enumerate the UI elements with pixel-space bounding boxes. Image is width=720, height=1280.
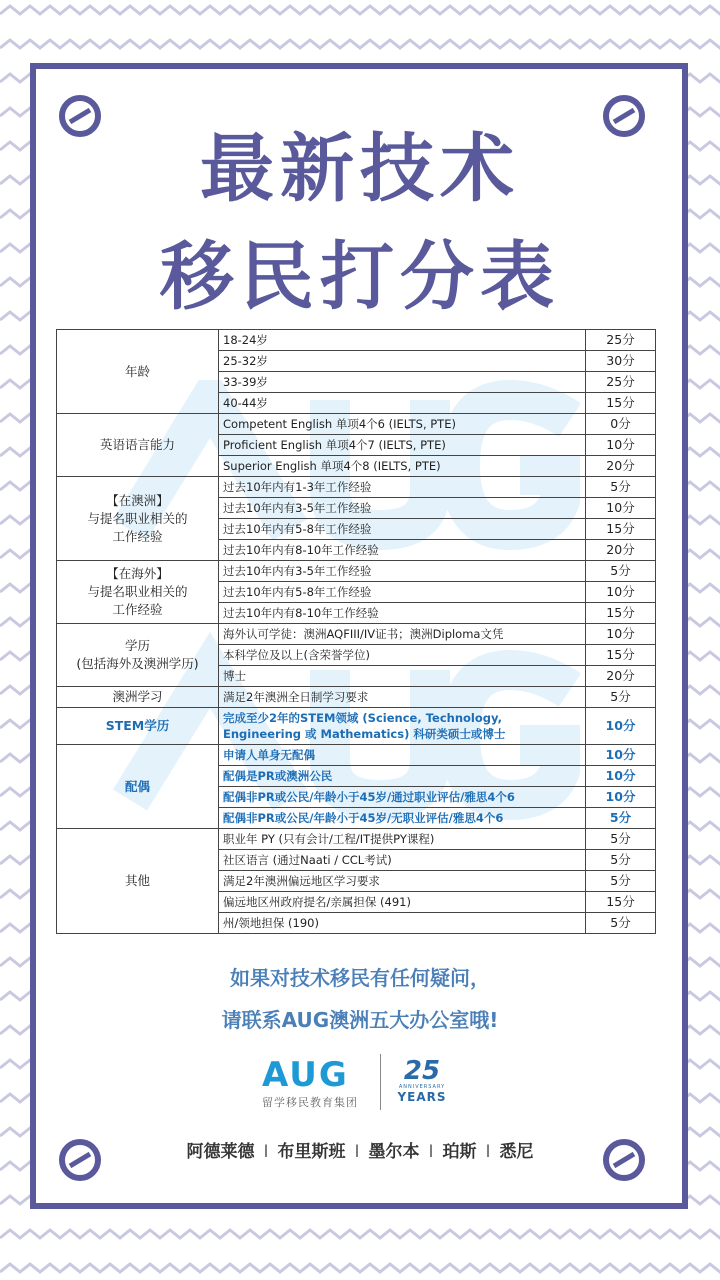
table-row [57, 624, 656, 645]
zigzag-line [0, 40, 720, 48]
requirement-cell: 过去10年内有1-3年工作经验 [219, 477, 586, 498]
city-separator: I [354, 1142, 360, 1162]
anniversary-label: ANNIVERSARY [398, 1084, 446, 1090]
city-name: 布里斯班 [277, 1142, 346, 1162]
city-separator: I [428, 1142, 434, 1162]
requirement-cell: 完成至少2年的STEM领域 (Science, Technology, Engineering 或 Mathematics) 科研类硕士或博士 [219, 708, 586, 745]
category-cell: 英语语言能力 [57, 414, 219, 477]
points-cell: 10分 [586, 582, 656, 603]
points-cell: 5分 [586, 561, 656, 582]
anniversary-number: 25 [403, 1056, 441, 1086]
points-cell: 5分 [586, 829, 656, 850]
requirement-cell: 25-32岁 [219, 351, 586, 372]
table-row [57, 414, 656, 435]
logo-name: AUG [262, 1055, 349, 1095]
city-name: 墨尔本 [368, 1142, 420, 1162]
anniversary-years: YEARS [397, 1090, 447, 1104]
table-row [57, 708, 656, 745]
contact-line-2: 请联系AUG澳洲五大办公室哦! [221, 1008, 499, 1032]
requirement-cell: 过去10年内有3-5年工作经验 [219, 561, 586, 582]
points-cell: 0分 [586, 414, 656, 435]
requirement-cell: 18-24岁 [219, 330, 586, 351]
points-cell: 5分 [586, 871, 656, 892]
points-cell: 15分 [586, 603, 656, 624]
points-cell: 25分 [586, 372, 656, 393]
points-cell: 10分 [586, 766, 656, 787]
city-separator: I [263, 1142, 269, 1162]
points-cell: 10分 [586, 708, 656, 745]
requirement-cell: Competent English 单项4个6 (IELTS, PTE) [219, 414, 586, 435]
points-cell: 10分 [586, 787, 656, 808]
requirement-cell: 过去10年内有8-10年工作经验 [219, 540, 586, 561]
zigzag-line [0, 1264, 720, 1272]
points-cell: 15分 [586, 892, 656, 913]
table-row [57, 330, 656, 351]
requirement-cell: 申请人单身无配偶 [219, 745, 586, 766]
city-name: 悉尼 [499, 1142, 534, 1162]
requirement-cell: 配偶是PR或澳洲公民 [219, 766, 586, 787]
requirement-cell: 本科学位及以上(含荣誉学位) [219, 645, 586, 666]
table-row [57, 561, 656, 582]
logo-subtitle: 留学移民教育集团 [262, 1096, 358, 1109]
requirement-cell: 过去10年内有5-8年工作经验 [219, 519, 586, 540]
points-cell: 20分 [586, 540, 656, 561]
requirement-cell: Superior English 单项4个8 (IELTS, PTE) [219, 456, 586, 477]
requirement-cell: 过去10年内有8-10年工作经验 [219, 603, 586, 624]
table-row [57, 829, 656, 850]
points-cell: 30分 [586, 351, 656, 372]
requirement-cell: Proficient English 单项4个7 (IELTS, PTE) [219, 435, 586, 456]
requirement-cell: 配偶非PR或公民/年龄小于45岁/无职业评估/雅思4个6 [219, 808, 586, 829]
points-cell: 15分 [586, 393, 656, 414]
points-cell: 10分 [586, 745, 656, 766]
points-cell: 5分 [586, 687, 656, 708]
points-cell: 10分 [586, 435, 656, 456]
points-cell: 5分 [586, 477, 656, 498]
points-cell: 20分 [586, 666, 656, 687]
contact-line-1: 如果对技术移民有任何疑问， [230, 966, 490, 990]
city-name: 阿德莱德 [186, 1142, 255, 1162]
requirement-cell: 40-44岁 [219, 393, 586, 414]
requirement-cell: 社区语言 (通过Naati / CCL考试) [219, 850, 586, 871]
requirement-cell: 海外认可学徒：澳洲AQFIII/IV证书；澳洲Diploma文凭 [219, 624, 586, 645]
requirement-cell: 过去10年内有5-8年工作经验 [219, 582, 586, 603]
requirement-cell: 满足2年澳洲偏远地区学习要求 [219, 871, 586, 892]
aug-logo [262, 1056, 372, 1110]
points-cell: 15分 [586, 645, 656, 666]
points-cell: 5分 [586, 913, 656, 934]
requirement-cell: 职业年 PY (只有会计/工程/IT提供PY课程) [219, 829, 586, 850]
table-row [57, 745, 656, 766]
requirement-cell: 33-39岁 [219, 372, 586, 393]
category-cell: STEM学历 [57, 708, 219, 745]
requirement-cell: 偏远地区州政府提名/亲属担保 (491) [219, 892, 586, 913]
category-cell: 配偶 [57, 745, 219, 829]
requirement-cell: 满足2年澳洲全日制学习要求 [219, 687, 586, 708]
requirement-cell: 过去10年内有3-5年工作经验 [219, 498, 586, 519]
score-table [56, 329, 656, 934]
zigzag-line [0, 6, 720, 14]
category-cell: 澳洲学习 [57, 687, 219, 708]
table-row [57, 687, 656, 708]
title-line-1: 最新技术 [200, 126, 520, 212]
category-cell: 学历 (包括海外及澳洲学历) [57, 624, 219, 687]
requirement-cell: 配偶非PR或公民/年龄小于45岁/通过职业评估/雅思4个6 [219, 787, 586, 808]
points-cell: 10分 [586, 624, 656, 645]
zigzag-line [0, 1230, 720, 1238]
city-separator: I [485, 1142, 491, 1162]
requirement-cell: 博士 [219, 666, 586, 687]
points-cell: 15分 [586, 519, 656, 540]
category-cell: 年龄 [57, 330, 219, 414]
title-line-2: 移民打分表 [160, 234, 560, 320]
logo-divider [380, 1054, 381, 1110]
points-cell: 5分 [586, 850, 656, 871]
city-name: 珀斯 [442, 1142, 477, 1162]
points-cell: 25分 [586, 330, 656, 351]
category-cell: 【在海外】 与提名职业相关的 工作经验 [57, 561, 219, 624]
anniversary-badge [392, 1058, 452, 1104]
table-row [57, 477, 656, 498]
points-cell: 10分 [586, 498, 656, 519]
office-cities [0, 1137, 720, 1162]
category-cell: 其他 [57, 829, 219, 934]
category-cell: 【在澳洲】 与提名职业相关的 工作经验 [57, 477, 219, 561]
requirement-cell: 州/领地担保 (190) [219, 913, 586, 934]
points-cell: 20分 [586, 456, 656, 477]
points-cell: 5分 [586, 808, 656, 829]
